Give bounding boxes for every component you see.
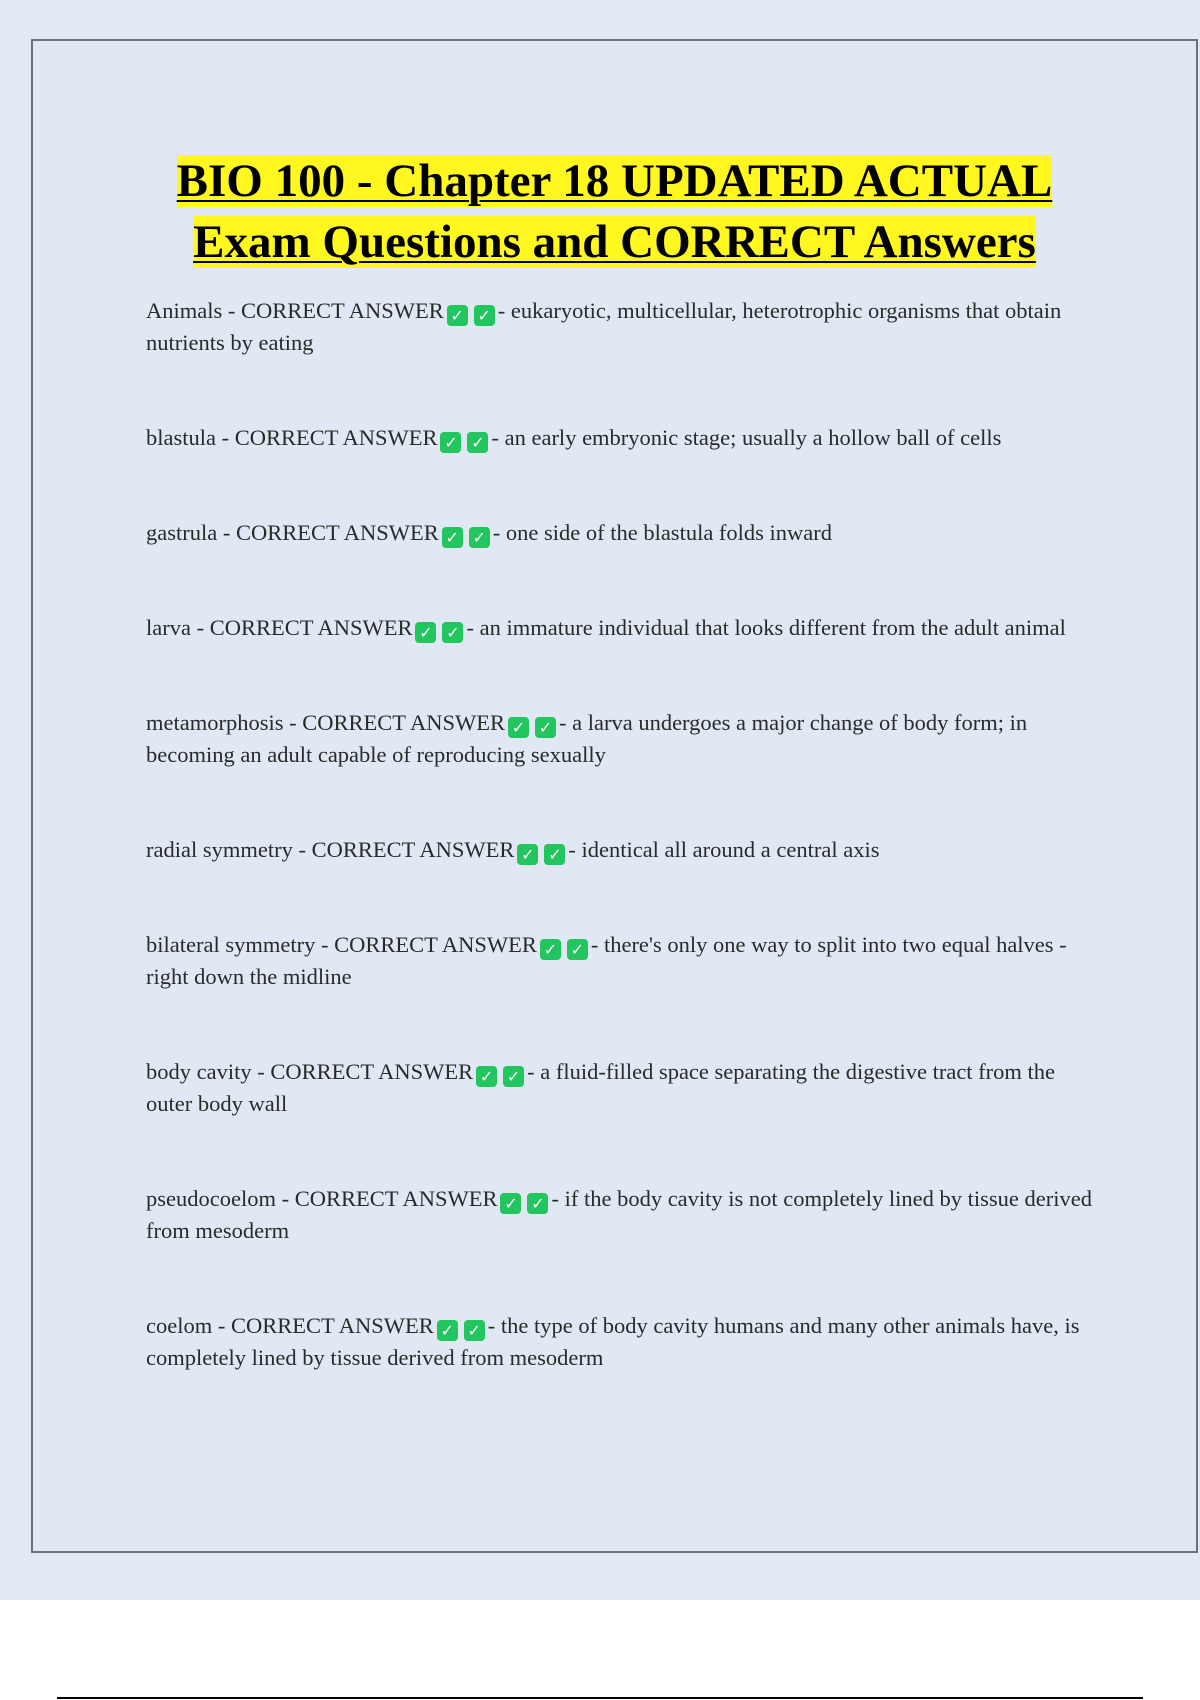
qa-entry: larva - CORRECT ANSWER ✓ ✓ - an immature individual that looks different from the adult animal (146, 615, 1066, 642)
entry-term: gastrula (146, 520, 218, 545)
check-mark-icon: ✓ (500, 1193, 521, 1214)
qa-entry: body cavity - CORRECT ANSWER ✓ ✓ - a fluid-filled space separating the digestive tract from the outer body wall (146, 1059, 1056, 1116)
check-mark-icon: ✓ (467, 432, 488, 453)
entry-term: radial symmetry (146, 837, 293, 862)
check-mark-icon: ✓ (464, 1320, 485, 1341)
footer-divider (57, 1697, 1143, 1699)
check-mark-icon: ✓ (442, 622, 463, 643)
qa-list (146, 295, 1106, 1374)
qa-entry: bilateral symmetry - CORRECT ANSWER ✓ ✓ - there's only one way to split into two equal halves -right down the midline (146, 932, 1067, 989)
qa-entry: coelom - CORRECT ANSWER ✓ ✓ - the type of body cavity humans and many other animals have, is completely lined by tissue derived from mesoderm (146, 1313, 1080, 1370)
qa-entry: Animals - CORRECT ANSWER ✓ ✓ - eukaryotic, multicellular, heterotrophic organisms that obtain nutrients by eating (146, 298, 1062, 355)
check-mark-icon: ✓ (447, 305, 468, 326)
qa-entry: blastula - CORRECT ANSWER ✓ ✓ - an early embryonic stage; usually a hollow ball of cells (146, 425, 1002, 452)
entry-term: Animals (146, 298, 223, 323)
entry-definition: identical all around a central axis (581, 837, 880, 862)
entry-answer-label: CORRECT ANSWER (334, 932, 537, 957)
check-mark-icon: ✓ (469, 527, 490, 548)
entry-definition: there's only one way to split into two equal halves -right down the midline (146, 932, 1067, 989)
entry-term: metamorphosis (146, 710, 284, 735)
qa-entry: radial symmetry - CORRECT ANSWER ✓ ✓ - identical all around a central axis (146, 837, 880, 864)
check-mark-icon: ✓ (442, 527, 463, 548)
entry-answer-label: CORRECT ANSWER (230, 1313, 434, 1338)
qa-entry: metamorphosis - CORRECT ANSWER ✓ ✓ - a larva undergoes a major change of body form; in becoming an adult capable of reproducing sexually (146, 710, 1028, 767)
entry-term: body cavity (146, 1059, 252, 1084)
entry-term: coelom (146, 1313, 213, 1338)
qa-entry: pseudocoelom - CORRECT ANSWER ✓ ✓ - if the body cavity is not completely lined by tissue derived from mesoderm (146, 1186, 1092, 1243)
check-mark-icon: ✓ (508, 717, 529, 738)
check-mark-icon: ✓ (503, 1066, 524, 1087)
entry-answer-label: CORRECT ANSWER (209, 615, 413, 640)
entry-term: blastula (146, 425, 216, 450)
entry-term: pseudocoelom (146, 1186, 276, 1211)
check-mark-icon: ✓ (474, 305, 495, 326)
entry-definition: a fluid-filled space separating the digestive tract from the outer body wall (146, 1059, 1056, 1116)
document-page (31, 39, 1198, 1553)
check-mark-icon: ✓ (415, 622, 436, 643)
check-mark-icon: ✓ (544, 844, 565, 865)
check-mark-icon: ✓ (527, 1193, 548, 1214)
entry-term: bilateral symmetry (146, 932, 316, 957)
check-mark-icon: ✓ (476, 1066, 497, 1087)
entry-answer-label: CORRECT ANSWER (234, 425, 438, 450)
entry-answer-label: CORRECT ANSWER (235, 520, 439, 545)
entry-term: larva (146, 615, 191, 640)
check-mark-icon: ✓ (440, 432, 461, 453)
check-mark-icon: ✓ (540, 939, 561, 960)
entry-definition: one side of the blastula folds inward (505, 520, 833, 545)
check-mark-icon: ✓ (517, 844, 538, 865)
entry-definition: an early embryonic stage; usually a hollow ball of cells (504, 425, 1002, 450)
entry-answer-label: CORRECT ANSWER (302, 710, 505, 735)
entry-definition: if the body cavity is not completely lined by tissue derived from mesoderm (146, 1186, 1092, 1243)
check-mark-icon: ✓ (437, 1320, 458, 1341)
qa-entry: gastrula - CORRECT ANSWER ✓ ✓ - one side of the blastula folds inward (146, 520, 833, 547)
entry-answer-label: CORRECT ANSWER (270, 1059, 474, 1084)
entry-definition: eukaryotic, multicellular, heterotrophic organisms that obtain nutrients by eating (146, 298, 1062, 355)
entry-definition: the type of body cavity humans and many other animals have, is completely lined by tissue derived from mesoderm (146, 1313, 1080, 1370)
check-mark-icon: ✓ (535, 717, 556, 738)
entry-definition: an immature individual that looks different from the adult animal (479, 615, 1066, 640)
title-line-2: Exam Questions and CORRECT Answers (193, 216, 1036, 268)
entry-answer-label: CORRECT ANSWER (311, 837, 515, 862)
entry-answer-label: CORRECT ANSWER (241, 298, 444, 323)
entry-definition: a larva undergoes a major change of body form; in becoming an adult capable of reproducing sexually (146, 710, 1028, 767)
entry-answer-label: CORRECT ANSWER (294, 1186, 498, 1211)
check-mark-icon: ✓ (567, 939, 588, 960)
document-title (33, 151, 1196, 273)
title-line-1: BIO 100 - Chapter 18 UPDATED ACTUAL (176, 155, 1053, 207)
